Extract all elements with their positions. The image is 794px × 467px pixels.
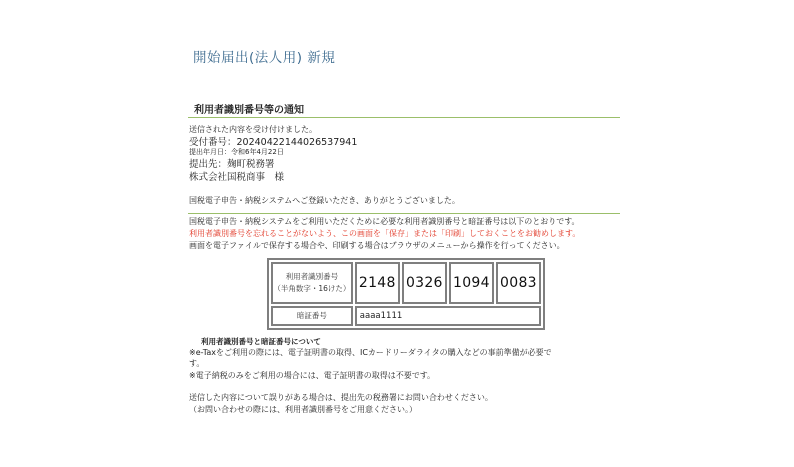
id-part-2: 0326 (402, 262, 447, 304)
id-part-4: 0083 (496, 262, 541, 304)
id-part-3: 1094 (449, 262, 494, 304)
warning-line: 利用者識別番号を忘れることがないよう、この画面を「保存」または「印刷」しておくことをお勧めします。 (189, 229, 581, 238)
id-label-sub: （半角数字・16けた） (273, 284, 351, 293)
note-1-line-2: す。 (189, 359, 205, 368)
divider (188, 213, 620, 214)
pin-value: aaaa1111 (355, 306, 541, 326)
id-part-1: 2148 (355, 262, 400, 304)
note-1-line-1: ※e-Taxをご利用の際には、電子証明書の取得、ICカードリーダライタの購入などの事前準備が必要で (189, 348, 552, 357)
section-title: 利用者識別番号等の通知 (194, 105, 304, 116)
notes-heading: 利用者識別番号と暗証番号について (201, 337, 321, 346)
info-line-3: 画面を電子ファイルで保存する場合や、印刷する場合はブラウザのメニューから操作を行ってください。 (189, 241, 565, 250)
tax-office: 提出先：麹町税務署 (189, 159, 275, 170)
company-name: 株式会社国税商事 様 (189, 172, 285, 183)
page-title: 開始届出(法人用) 新規 (193, 50, 336, 66)
contact-line-2: （お問い合わせの際には、利用者識別番号をご用意ください。） (189, 405, 417, 414)
pin-label: 暗証番号 (271, 306, 353, 326)
contact-line-1: 送信した内容について誤りがある場合は、提出先の税務署にお問い合わせください。 (189, 393, 493, 402)
id-label-cell (271, 262, 353, 304)
info-line-1: 国税電子申告・納税システムをご利用いただくために必要な利用者識別番号と暗証番号は以下のとおりです。 (189, 217, 580, 226)
note-2: ※電子納税のみをご利用の場合には、電子証明書の取得は不要です。 (189, 371, 436, 380)
thanks-message: 国税電子申告・納税システムへご登録いただき、ありがとうございました。 (189, 196, 460, 205)
submission-date: 提出年月日：令和6年4月22日 (189, 148, 284, 156)
id-table (267, 258, 545, 330)
id-label: 利用者識別番号 (285, 272, 339, 281)
receipt-message: 送信された内容を受け付けました。 (189, 125, 317, 134)
receipt-number: 受付番号：20240422144026537941 (189, 137, 358, 148)
section-header (188, 101, 620, 118)
